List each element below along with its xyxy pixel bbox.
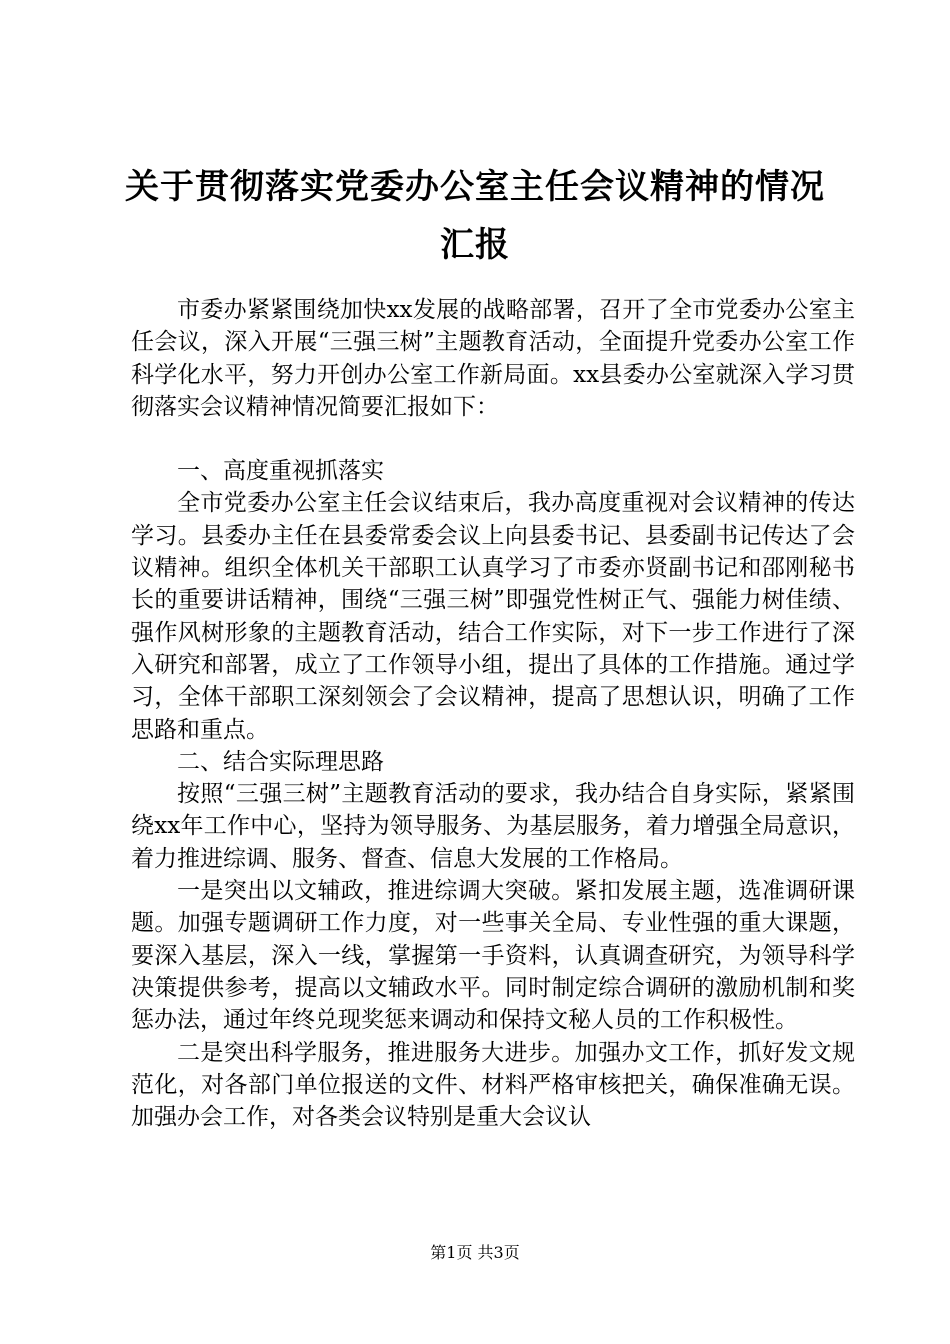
section-heading-2: 二、结合实际理思路 bbox=[177, 748, 384, 775]
page-footer: 第1页 共3页 bbox=[430, 1243, 520, 1262]
paragraph-gap bbox=[131, 423, 855, 455]
paragraph-section-1: 全市党委办公室主任会议结束后，我办高度重视对会议精神的传达学习。县委办主任在县委常委会议上向县委书记、县委副书记传达了会议精神。组织全体机关干部职工认真学习了市委亦贤副书记和邵刚秘书长的重要讲话精神，围绕“三强三树”即强党性树正气、强能力树佳绩、强作风树形象的主题教育活动，结合工作实际，对下一步工作进行了深入研究和部署，成立了工作领导小组，提出了具体的工作措施。通过学习，全体干部职工深刻领会了会议精神，提高了思想认识，明确了工作思路和重点。 bbox=[131, 490, 855, 743]
paragraph-intro: 市委办紧紧围绕加快xx发展的战略部署，召开了全市党委办公室主任会议，深入开展“三强三树”主题教育活动，全面提升党委办公室工作科学化水平，努力开创办公室工作新局面。xx县委办公室就深入学习贯彻落实会议精神情况简要汇报如下： bbox=[131, 297, 855, 420]
section-heading-1: 一、高度重视抓落实 bbox=[177, 458, 384, 485]
document-body bbox=[131, 294, 855, 1133]
paragraph-point-1: 一是突出以文辅政，推进综调大突破。紧扣发展主题，选准调研课题。加强专题调研工作力度，对一些事关全局、专业性强的重大课题，要深入基层，深入一线，掌握第一手资料，认真调查研究，为领导科学决策提供参考，提高以文辅政水平。同时制定综合调研的激励机制和奖惩办法，通过年终兑现奖惩来调动和保持文秘人员的工作积极性。 bbox=[131, 878, 855, 1034]
paragraph-section-2: 按照“三强三树”主题教育活动的要求，我办结合自身实际，紧紧围绕xx年工作中心，坚持为领导服务、为基层服务，着力增强全局意识，着力推进综调、服务、督查、信息大发展的工作格局。 bbox=[131, 781, 855, 872]
paragraph-point-2: 二是突出科学服务，推进服务大进步。加强办文工作，抓好发文规范化，对各部门单位报送的文件、材料严格审核把关，确保准确无误。加强办会工作，对各类会议特别是重大会议认 bbox=[131, 1039, 855, 1131]
document-title: 关于贯彻落实党委办公室主任会议精神的情况汇报 bbox=[125, 167, 825, 265]
